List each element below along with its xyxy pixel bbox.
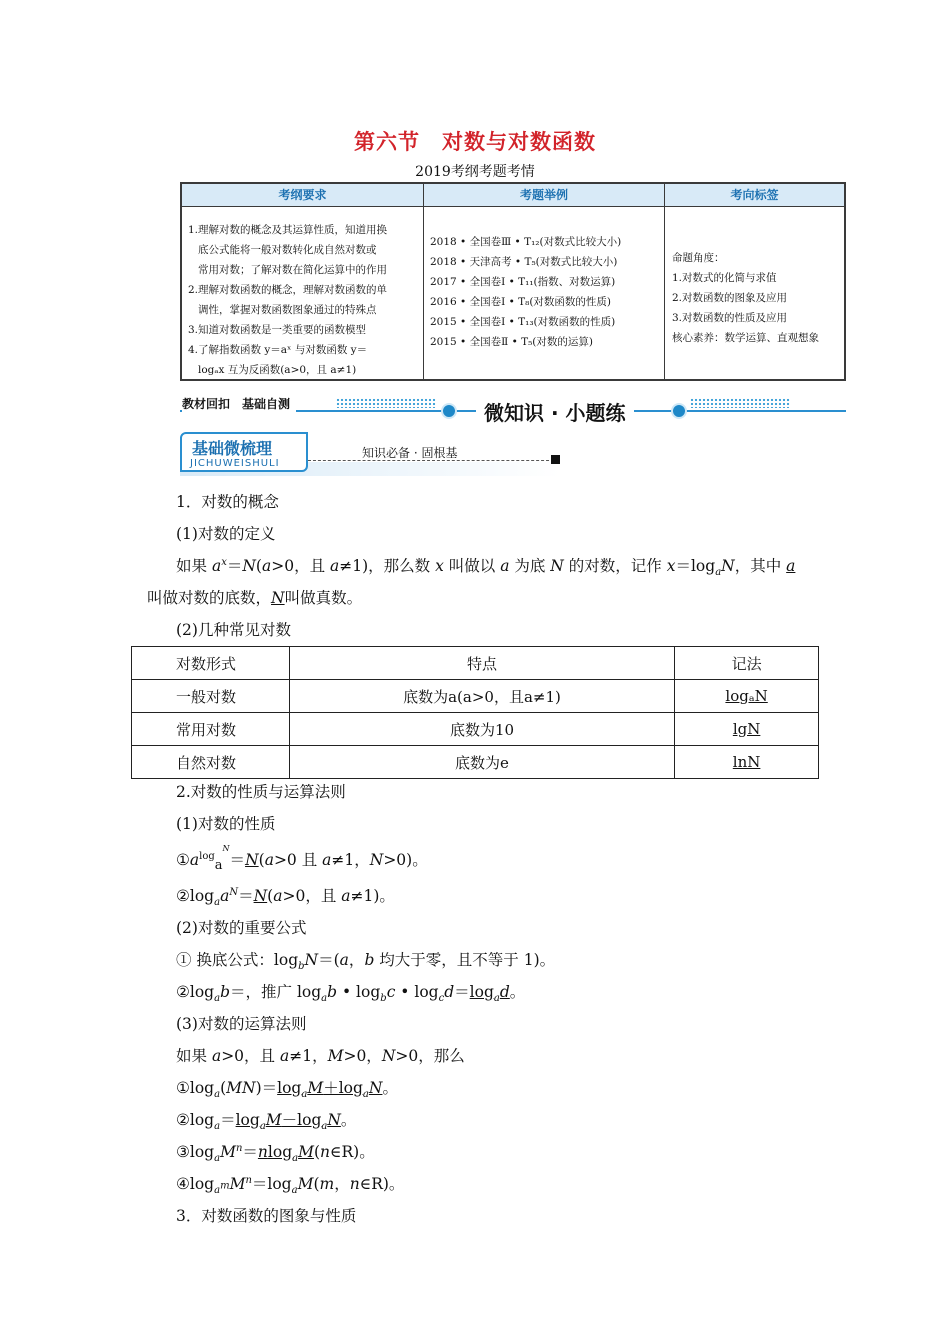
example-line: 2016 • 全国卷Ⅰ • T₈(对数函数的性质) [430,296,612,308]
badge-subtitle: 知识必备 · 固根基 [362,446,458,460]
outline-header-examples: 考题举例 [424,184,664,206]
requirement-line: 2.理解对数函数的概念，理解对数函数的单 [188,284,388,296]
table-cell: 底数为a(a>0，且a≠1) [289,680,674,713]
badge-pinyin: JICHUWEISHULI [190,458,280,469]
page-title: 第六节 对数与对数函数 [354,130,596,154]
example-line: 2018 • 全国卷Ⅲ • T₁₂(对数式比较大小) [430,236,622,248]
badge-end-square-icon [551,455,560,464]
section-badge [180,432,308,472]
table-cell: 一般对数 [132,680,290,713]
table-cell: lnN [675,746,819,779]
rule-condition: 如果 a>0，且 a≠1，M>0，N>0，那么 [176,1047,465,1065]
table-cell: 底数为10 [289,713,674,746]
subsection-heading: (3)对数的运算法则 [176,1015,307,1033]
property-2: $②\log_aa^N=N(a>0$，且 a≠1)。 [176,886,395,909]
outline-requirements [188,206,420,379]
table-row [132,746,819,779]
badge-dashed-line [308,460,554,462]
outline-divider [664,184,665,379]
table-header: 记法 [675,647,819,680]
tag-line: 2.对数函数的图象及应用 [672,292,788,304]
example-line: 2015 • 全国卷Ⅱ • T₅(对数的运算) [430,336,594,348]
subsection-heading: (1)对数的性质 [176,815,276,833]
tag-line: 1.对数式的化简与求值 [672,272,777,284]
example-line: 2015 • 全国卷Ⅰ • T₁₃(对数函数的性质) [430,316,616,328]
banner-bullet-right-icon [671,403,687,419]
requirement-line: 3.知道对数函数是一类重要的函数模型 [188,324,367,336]
rule-2: $②\log_a=\log_aM-\log_aN$。 [176,1111,357,1133]
table-row [132,647,819,680]
formula-1: ① 换底公式：$\log_bN=(a$，b 均大于零，且不等于 1)。 [176,951,556,973]
badge-title: 基础微梳理 [192,439,273,458]
section-heading: 3．对数函数的图象与性质 [176,1207,357,1225]
table-header: 特点 [289,647,674,680]
table-row [132,680,819,713]
requirement-line: 1.理解对数的概念及其运算性质，知道用换 [188,224,388,236]
table-header: 对数形式 [132,647,290,680]
outline-tags [672,206,842,379]
section-heading: 1．对数的概念 [176,493,279,511]
outline-divider [423,184,424,379]
log-types-table [131,646,819,779]
table-cell: 常用对数 [132,713,290,746]
rule-3: $③\log_aM^n=nlog_aM(n\in R)$。 [176,1142,375,1165]
requirement-line: 底公式能将一般对数转化成自然对数或 [198,244,377,256]
requirement-line: logₐx 互为反函数(a>0，且 a≠1) [198,364,357,376]
table-cell: logₐN [675,680,819,713]
outline-examples [430,206,660,379]
banner-title: 微知识 · 小题练 [476,397,634,426]
definition-line-1: 如果 $a^x=N(a>0$，且 a≠1)，那么数 x 叫做以 a 为底 N 的对数，记作 $x=\log_aN$，其中 a [176,556,796,579]
banner-bullet-left-icon [441,403,457,419]
banner-dots-left [336,398,436,408]
tag-line: 核心素养：数学运算、直观想象 [672,332,819,344]
table-cell: 底数为e [289,746,674,779]
banner-dots-right [690,398,790,408]
outline-header-tags: 考向标签 [665,184,844,206]
example-line: 2017 • 全国卷Ⅰ • T₁₁(指数、对数运算) [430,276,616,288]
definition-line-2: 叫做对数的底数，N叫做真数。 [147,589,363,607]
rule-1: $①\log_a(MN)=\log_aM+\log_aN$。 [176,1079,398,1101]
requirement-line: 4.了解指数函数 y＝aˣ 与对数函数 y＝ [188,344,368,356]
tag-line: 3.对数函数的性质及应用 [672,312,788,324]
formula-2: $②\log_ab=$，推广 $\log_ab$ • $\log_bc$ • $\log_cd=\log_ad$。 [176,983,526,1005]
subsection-heading: (1)对数的定义 [176,525,276,543]
section-heading: 2.对数的性质与运算法则 [176,783,346,801]
requirement-line: 常用对数；了解对数在简化运算中的作用 [198,264,387,276]
table-cell: 自然对数 [132,746,290,779]
table-cell: lgN [675,713,819,746]
outline-header-requirements: 考纲要求 [182,184,423,206]
rule-4: $④\log_{a^m}M^n=\log_aM(m$，n∈R)。 [176,1174,405,1197]
property-1: $①a^{log}_a^N=N(a>0$ 且 a≠1，N>0)。 [176,844,428,874]
example-line: 2018 • 天津高考 • T₅(对数式比较大小) [430,256,618,268]
banner-left-label: 教材回扣 基础自测 [182,395,296,412]
requirement-line: 调性，掌握对数函数图象通过的特殊点 [198,304,377,316]
tag-line: 命题角度： [672,252,725,264]
subsection-heading: (2)对数的重要公式 [176,919,307,937]
table-row [132,713,819,746]
exam-outline-table [180,182,846,381]
page-subtitle: 2019考纲考题考情 [415,164,535,180]
subsection-heading: (2)几种常见对数 [176,621,291,639]
